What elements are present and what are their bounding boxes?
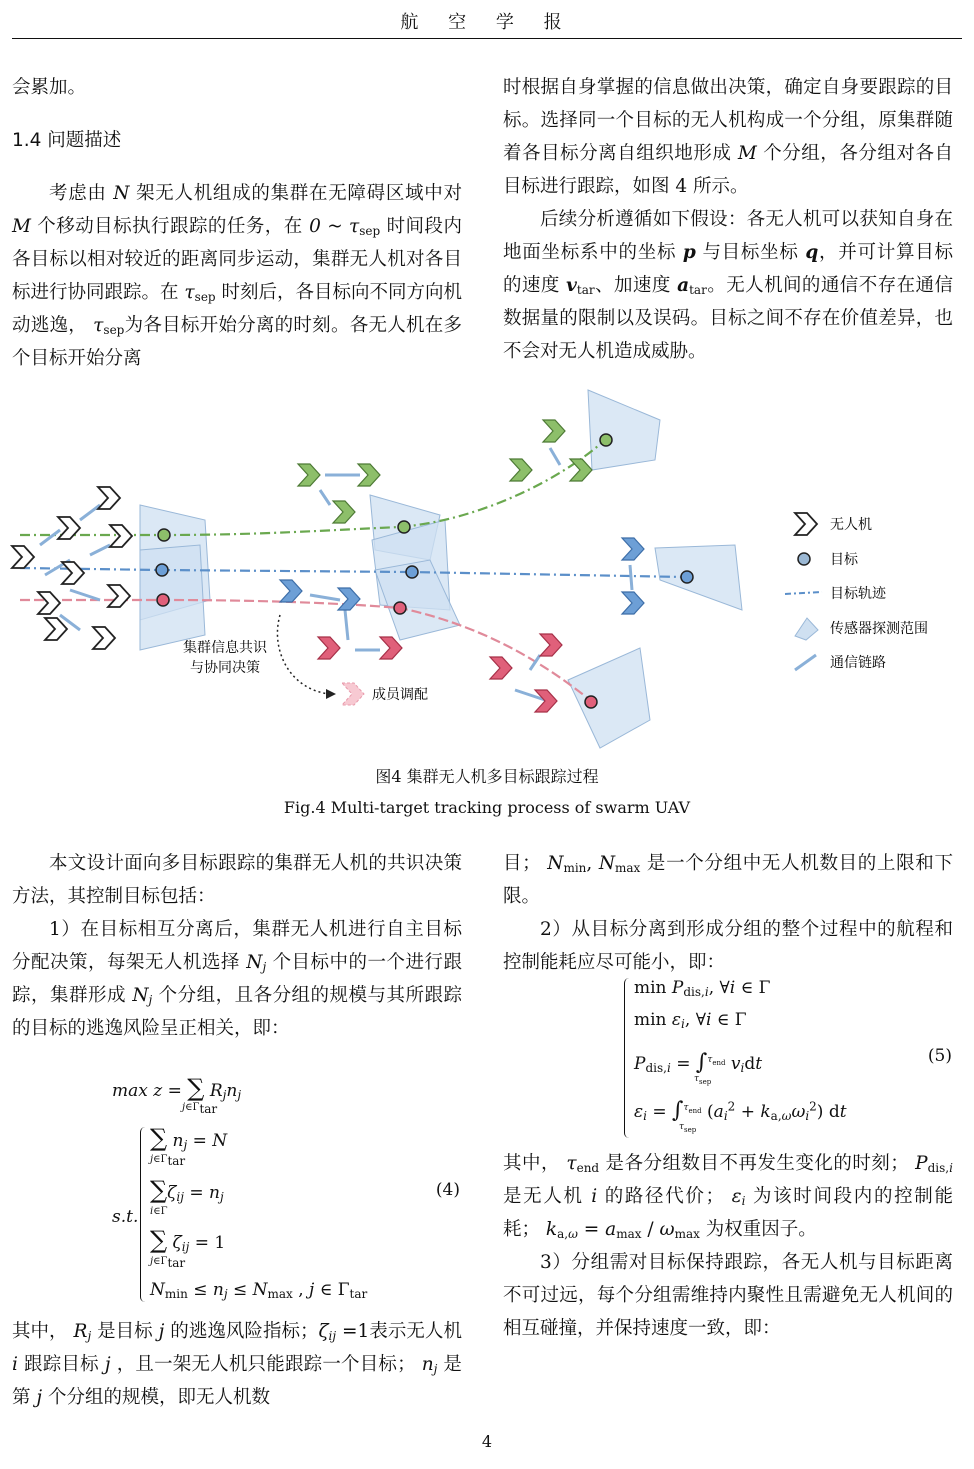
uav-icon bbox=[622, 538, 644, 560]
uav-icon bbox=[318, 637, 340, 659]
sensor-region bbox=[568, 648, 650, 748]
uav-icon bbox=[62, 562, 84, 584]
para-assumptions: 后续分析遵循如下假设：各无人机可以获知自身在地面坐标系中的坐标 p 与目标坐标 q，并可计算目标的速度 $v_{tar}$、加速度 $a_{tar}$。无人机间的通信不存在通信数据量的限制以及误码。目标之间不存在价值差异，也不会对无人机造成威胁。 bbox=[503, 209, 953, 362]
uav-icon bbox=[45, 618, 67, 640]
page-number: 4 bbox=[481, 1432, 493, 1451]
uav-icon bbox=[12, 546, 34, 568]
uav-icon bbox=[280, 580, 302, 602]
para-right-1: 时根据自身掌握的信息做出决策，确定自身要跟踪的目标。选择同一个目标的无人机构成一个分组，原集群随着各目标分离自组织地形成 M 个分组，各分组对各自目标进行跟踪，如图 4 所示。 bbox=[503, 77, 953, 197]
equation-4: max z = ∑ $R_jn_j$ $j\in\Gamma_{tar}$ s.t. ∑ $n_j = N$ $j\in\Gamma_{tar}$ $\sum\zeta_{ij} = n_j$ i∈Γ ∑ $\zeta_{ij} = 1$ $j\in\Gamma_{tar}$ $N_{min} \le n_j \le N_{max}$ , j ∈ $\Gamma_{tar}$ (4) bbox=[112, 1074, 460, 1301]
legend-link: 通信链路 bbox=[830, 655, 886, 671]
sensor-region bbox=[140, 545, 205, 650]
uav-icon bbox=[490, 657, 512, 679]
para-where-5: 其中， $\tau_{end}$ 是各分组数目不再发生变化的时刻； $P_{dis,i}$ 是无人机 i 的路径代价； $\varepsilon_i$ 为该时间段内的控制能耗； $k_{a,\omega} = a_{max} / \omega_{max}$ 为权重因子。 bbox=[503, 1153, 953, 1241]
uav-icon bbox=[110, 525, 132, 547]
legend-uav: 无人机 bbox=[830, 517, 872, 533]
annot-consensus-2: 与协同决策 bbox=[190, 660, 260, 676]
para-continuation: 会累加。 bbox=[12, 77, 87, 98]
uav-icon bbox=[108, 585, 130, 607]
uav-icon bbox=[543, 420, 565, 442]
para-objective-2: 2）从目标分离到形成分组的整个过程中的航程和控制能耗应尽可能小，即： bbox=[503, 919, 953, 973]
eq5-label: (5) bbox=[927, 1046, 952, 1066]
uav-icon bbox=[338, 588, 360, 610]
sensor-region bbox=[588, 390, 660, 470]
caption-en: Fig.4 Multi-target tracking process of swarm UAV bbox=[283, 798, 691, 817]
legend-target-icon bbox=[798, 553, 810, 565]
legend-sensor-icon bbox=[795, 618, 818, 640]
eq4-label: (4) bbox=[435, 1180, 460, 1200]
target-icon bbox=[681, 571, 693, 583]
target-icon bbox=[394, 602, 406, 614]
right-bottom-column bbox=[503, 847, 953, 979]
caption-cn: 图4 集群无人机多目标跟踪过程 bbox=[375, 767, 599, 786]
uav-icon bbox=[38, 592, 60, 614]
section-heading: 1.4 问题描述 bbox=[12, 130, 122, 151]
target-icon bbox=[585, 696, 597, 708]
uav-icon bbox=[510, 459, 532, 481]
legend-sensor: 传感器探测范围 bbox=[830, 621, 928, 637]
left-top-column bbox=[12, 71, 462, 375]
equation-5: $\min P_{dis,i}$, ∀i ∈ Γ $\min \varepsilon_i$, ∀i ∈ Γ $P_{dis,i} = \int^{\tau_{end}}$ $v_idt$ $\tau_{sep}$ $\varepsilon_i = \int^{\tau_{end}}$ $(a_i^2 + k_{a,\omega}\omega_i^2)$ dt $\tau_{sep}$ (5) bbox=[624, 972, 954, 1142]
legend-target: 目标 bbox=[830, 552, 858, 568]
figure-swarm-tracking bbox=[0, 380, 974, 765]
target-icon bbox=[406, 566, 418, 578]
red-trajectory bbox=[20, 600, 590, 700]
swarm-red bbox=[318, 634, 562, 712]
left-bottom-column bbox=[12, 847, 462, 1045]
legend-uav-icon bbox=[795, 513, 817, 535]
target-icon bbox=[158, 529, 170, 541]
uav-icon bbox=[358, 464, 380, 486]
para-objective-3: 3）分组需对目标保持跟踪，各无人机与目标距离不可过远，每个分组需维持内聚性且需避免无人机间的相互碰撞，并保持速度一致，即： bbox=[503, 1252, 953, 1339]
uav-icon bbox=[333, 501, 355, 523]
blue-trajectory bbox=[20, 568, 685, 577]
target-icon bbox=[600, 434, 612, 446]
target-icon bbox=[157, 594, 169, 606]
uav-icon bbox=[98, 487, 120, 509]
uav-icon bbox=[622, 592, 644, 614]
uav-icon bbox=[58, 517, 80, 539]
journal-header: 航 空 学 报 bbox=[400, 12, 574, 33]
uav-icon bbox=[93, 627, 115, 649]
left-bottom-tail bbox=[12, 1315, 462, 1414]
para-where-4: 其中， $R_j$ 是目标 j 的逃逸风险指标；$\zeta_{ij} =1$表示无人机 i 跟踪目标 j ，且一架无人机只能跟踪一个目标； $n_j$ 是第 j 个分组的规模，即无人机数 bbox=[12, 1321, 462, 1408]
uav-icon bbox=[380, 637, 402, 659]
target-icon bbox=[398, 521, 410, 533]
annot-consensus-1: 集群信息共识 bbox=[183, 640, 267, 656]
para-objectives: 本文设计面向多目标跟踪的集群无人机的共识决策方法，其控制目标包括： bbox=[12, 853, 462, 907]
swarm-green bbox=[298, 420, 592, 523]
legend-link-icon bbox=[795, 655, 816, 670]
para-objective-1: 1）在目标相互分离后，集群无人机进行自主目标分配决策，每架无人机选择 $N_j$ 个目标中的一个进行跟踪，集群形成 $N_j$ 个分组，且各分组的规模与其所跟踪的目标的逃逸风险呈正相关，即： bbox=[12, 919, 462, 1039]
st-label: s.t. bbox=[112, 1207, 139, 1227]
annot-member: 成员调配 bbox=[372, 687, 428, 703]
uav-icon bbox=[540, 634, 562, 656]
right-top-column bbox=[503, 71, 953, 368]
header-rule bbox=[12, 38, 962, 39]
sensor-regions bbox=[140, 390, 742, 748]
member-reassign-uav-icon bbox=[342, 683, 364, 705]
para-right-limits: 目； $N_{min}$, $N_{max}$ 是一个分组中无人机数目的上限和下限。 bbox=[503, 853, 953, 907]
legend-trajectory: 目标轨迹 bbox=[830, 586, 886, 602]
uav-icon bbox=[298, 464, 320, 486]
target-icon bbox=[156, 564, 168, 576]
uav-icon bbox=[570, 459, 592, 481]
para-problem: 考虑由 N 架无人机组成的集群在无障碍区域中对 M 个移动目标执行跟踪的任务，在 0 ~ $\tau_{sep}$ 时间段内各目标以相对较近的距离同步运动，集群无人机对各目标进行协同跟踪。在 $\tau_{sep}$ 时刻后，各目标向不同方向机动逃逸， $\tau_{sep}$为各目标开始分离的时刻。各无人机在多个目标开始分离 bbox=[12, 183, 463, 369]
right-bottom-tail bbox=[503, 1147, 953, 1345]
legend bbox=[785, 513, 928, 671]
uav-icon bbox=[535, 690, 557, 712]
